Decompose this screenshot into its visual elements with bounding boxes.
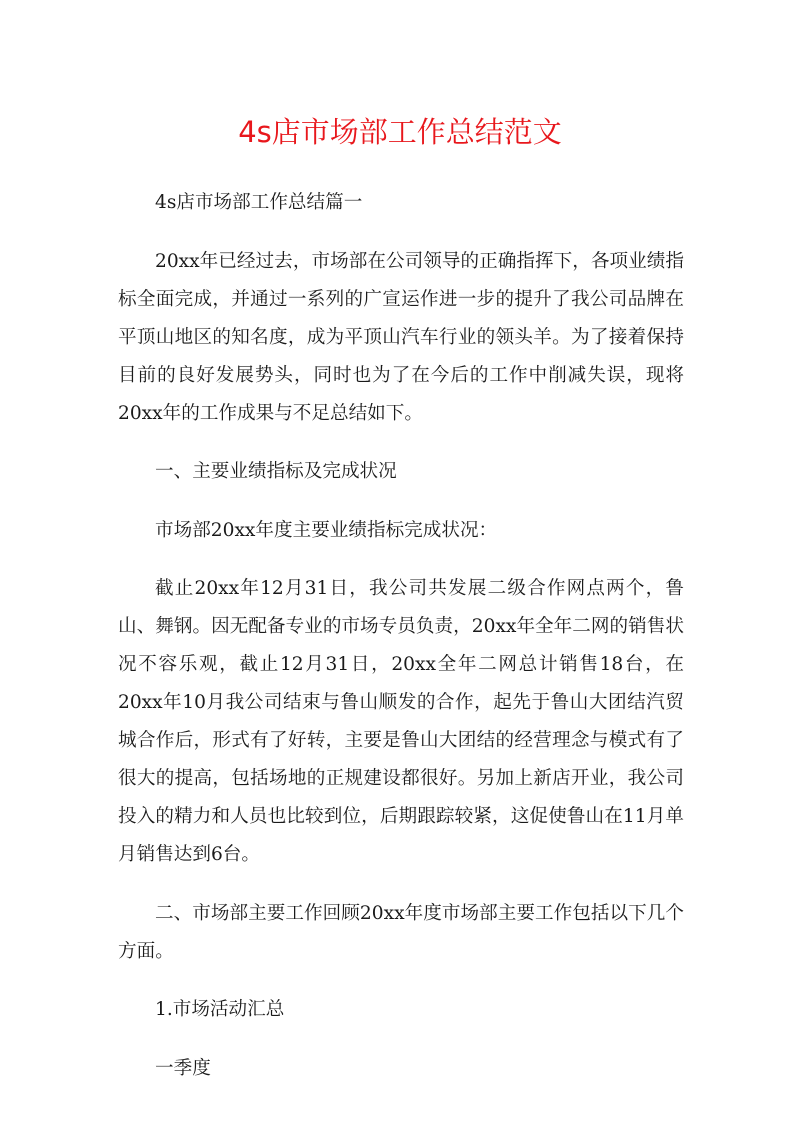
list-heading: 1.市场活动汇总	[155, 999, 285, 1020]
document-title: 4s店市场部工作总结范文	[238, 115, 562, 149]
paragraph: 截止20xx年12月31日，我公司共发展二级合作网点两个，鲁山、舞钢。因无配备专业的市场专员负责，20xx年全年二网的销售状况不容乐观，截止12月31日，20xx全年二网总计销售18台，在20xx年10月我公司结束与鲁山顺发的合作，起先于鲁山大团结汽贸城合作后，形式有了好转，主要是鲁山大团结的经营理念与模式有了很大的提高，包括场地的正规建设都很好。另加上新店开业，我公司投入的精力和人员也比较到位，后期跟踪较紧，这促使鲁山在11月单月销售达到6台。	[118, 578, 684, 865]
section-heading: 4s店市场部工作总结篇一	[155, 192, 363, 213]
paragraph: 市场部20xx年度主要业绩指标完成状况：	[155, 519, 498, 541]
paragraph: 一季度	[155, 1057, 211, 1079]
paragraph: 20xx年已经过去，市场部在公司领导的正确指挥下，各项业绩指标全面完成，并通过一系列的广宣运作进一步的提升了我公司品牌在平顶山地区的知名度，成为平顶山汽车行业的领头羊。为了接着保持目前的良好发展势头，同时也为了在今后的工作中削减失误，现将20xx年的工作成果与不足总结如下。	[118, 250, 684, 424]
subsection-heading: 一、主要业绩指标及完成状况	[155, 461, 397, 482]
subsection-heading: 二、市场部主要工作回顾20xx年度市场部主要工作包括以下几个方面。	[118, 902, 684, 962]
document-body	[118, 184, 684, 1108]
